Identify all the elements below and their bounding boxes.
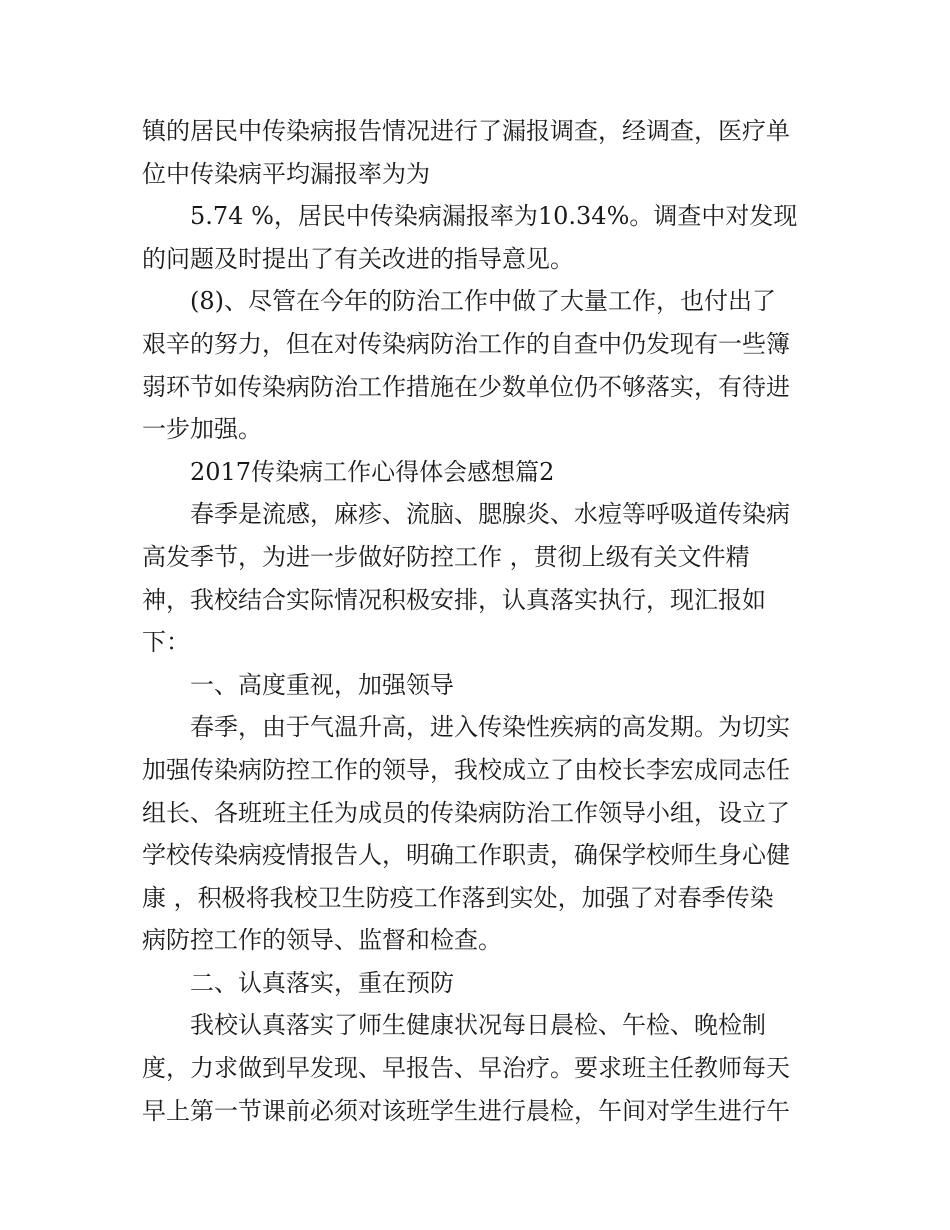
text-line: 春季是流感，麻疹、流脑、腮腺炎、水痘等呼吸道传染病: [190, 500, 790, 529]
section-heading: 2017传染病工作心得体会感想篇2: [190, 457, 555, 486]
text-line: 镇的居民中传染病报告情况进行了漏报调查，经调查，医疗单: [142, 117, 790, 145]
document-page: [142, 110, 822, 1132]
text-line: 5.74 %，居民中传染病漏报率为10.34%。调查中对发现: [190, 202, 798, 231]
text-line: 学校传染病疫情报告人，明确工作职责，确保学校师生身心健: [142, 841, 790, 870]
text-line: 艰辛的努力，但在对传染病防治工作的自查中仍发现有一些簿: [142, 329, 790, 358]
text-line: (8)、尽管在今年的防治工作中做了大量工作，也付出了: [190, 287, 776, 316]
text-line: 位中传染病平均漏报率为为: [142, 159, 430, 188]
text-line: 加强传染病防控工作的领导，我校成立了由校长李宏成同志任: [142, 755, 790, 784]
text-line: 组长、各班班主任为成员的传染病防治工作领导小组，设立了: [142, 798, 790, 827]
text-line: 病防控工作的领导、监督和检查。: [142, 926, 502, 955]
text-line: 我校认真落实了师生健康状况每日晨检、午检、晚检制: [190, 1011, 766, 1040]
text-line: 康 ，积极将我校卫生防疫工作落到实处，加强了对春季传染: [142, 883, 774, 912]
text-line: 神，我校结合实际情况积极安排，认真落实执行，现汇报如: [142, 585, 766, 614]
text-line: 度，力求做到早发现、早报告、早治疗。要求班主任教师每天: [142, 1054, 790, 1083]
text-line: 春季，由于气温升高，进入传染性疾病的高发期。为切实: [190, 713, 790, 742]
text-line: 高发季节，为进一步做好防控工作 ，贯彻上级有关文件精: [142, 542, 750, 571]
text-line: 一步加强。: [142, 415, 262, 444]
section-heading: 二、认真落实，重在预防: [190, 968, 454, 997]
section-heading: 一、高度重视，加强领导: [190, 670, 454, 699]
text-line: 的问题及时提出了有关改进的指导意见。: [142, 244, 574, 273]
text-line: 弱环节如传染病防治工作措施在少数单位仍不够落实，有待进: [142, 372, 790, 401]
text-line: 早上第一节课前必须对该班学生进行晨检，午间对学生进行午: [142, 1096, 790, 1125]
text-line: 下：: [142, 628, 190, 657]
